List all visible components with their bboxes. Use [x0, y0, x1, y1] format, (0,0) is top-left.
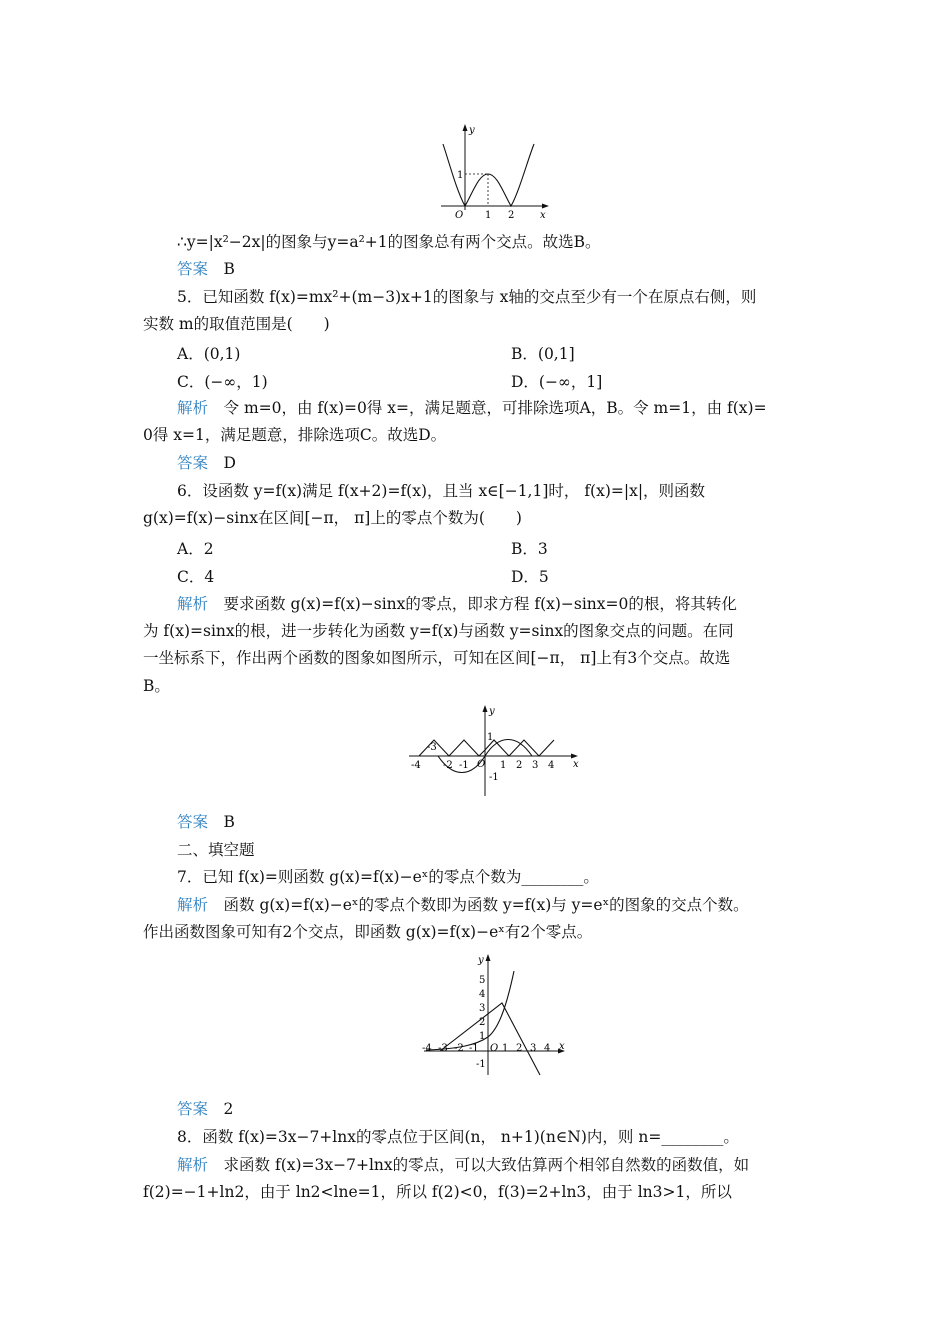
- q7-analysis: [177, 895, 842, 915]
- q5-option-a: A．(0,1): [177, 345, 241, 363]
- q8-analysis: [177, 1155, 842, 1175]
- fig3-label: 5: [479, 975, 486, 986]
- q5-stem: 实数 m的取值范围是( ): [143, 315, 330, 333]
- analysis-tag: 解析: [177, 595, 209, 613]
- q5-stem: 5．已知函数 f(x)=mx²+(m−3)x+1的图象与 x轴的交点至少有一个在原点右侧，则: [177, 288, 757, 306]
- q6-analysis-cont: 为 f(x)=sinx的根，进一步转化为函数 y=f(x)与函数 y=sinx的图象交点的问题。在同: [143, 622, 734, 640]
- analysis-text: 求函数 f(x)=3x−7+lnx的零点，可以大致估算两个相邻自然数的函数值，如: [223, 1156, 750, 1174]
- fig2-label: -1: [459, 760, 469, 771]
- analysis-tag: 解析: [177, 1156, 209, 1174]
- fig2-label: y: [489, 706, 495, 717]
- q5-analysis-cont: 0得 x=1，满足题意，排除选项C。故选D。: [143, 426, 447, 444]
- conclusion-text: ∴y=|x²−2x|的图象与y=a²+1的图象总有两个交点。故选B。: [177, 233, 601, 251]
- fig2-label: 3: [532, 760, 539, 771]
- fig3-label: O: [490, 1043, 499, 1054]
- fig2-label: 2: [516, 760, 523, 771]
- q5-option-c: C．(−∞，1): [177, 373, 268, 391]
- fig2-label: 1: [487, 732, 494, 743]
- fig2-label: -2: [443, 760, 453, 771]
- analysis-text: 令 m=0，由 f(x)=0得 x=，满足题意，可排除选项A，B。令 m=1，由 f(x)=: [223, 399, 767, 417]
- q5-option-d: D．(−∞，1]: [511, 373, 603, 391]
- fig3-label: -2: [454, 1043, 464, 1054]
- q6-answer-row: [177, 812, 842, 832]
- analysis-text: 要求函数 g(x)=f(x)−sinx的零点，即求方程 f(x)−sinx=0的根，将其转化: [223, 595, 737, 613]
- q6-stem: g(x)=f(x)−sinx在区间[−π， π]上的零点个数为( ): [143, 509, 522, 527]
- fig2-label: x: [573, 759, 579, 770]
- answer-tag: 答案: [177, 1100, 209, 1118]
- q6-analysis-cont: 一坐标系下，作出两个函数的图象如图所示，可知在区间[−π， π]上有3个交点。故选: [143, 649, 731, 667]
- analysis-tag: 解析: [177, 399, 209, 417]
- fig3-label: -4: [422, 1043, 432, 1054]
- fig2-label: 4: [548, 760, 555, 771]
- q6-option-b: B．3: [511, 540, 548, 558]
- q6-analysis-cont: B。: [143, 677, 170, 695]
- fig3-label: -3: [438, 1043, 448, 1054]
- answer-value: B: [223, 813, 235, 831]
- fig2-label: -1: [489, 772, 499, 783]
- fig2-label: -3: [427, 742, 437, 753]
- fig3-label: 1: [479, 1031, 486, 1042]
- fig1-label: x: [540, 210, 546, 221]
- q6-option-d: D．5: [511, 568, 549, 586]
- section-heading: 二、填空题: [177, 841, 255, 859]
- fig1-label: 1: [457, 170, 464, 181]
- q8-analysis-cont: f(2)=−1+ln2，由于 ln2<lne=1，所以 f(2)<0，f(3)=2+ln3，由于 ln3>1，所以: [143, 1183, 732, 1201]
- fig1-label: 1: [485, 210, 492, 221]
- q7-analysis-cont: 作出函数图象可知有2个交点，即函数 g(x)=f(x)−eˣ有2个零点。: [143, 923, 593, 941]
- q6-option-c: C．4: [177, 568, 215, 586]
- figure-exp-piecewise: [418, 953, 568, 1079]
- fig3-label: 4: [479, 989, 486, 1000]
- fig3-label: 2: [516, 1043, 523, 1054]
- answer-value: B: [223, 260, 235, 278]
- q8-stem: 8．函数 f(x)=3x−7+lnx的零点位于区间(n， n+1)(n∈N)内，则 n=________。: [177, 1128, 739, 1146]
- q6-stem: 6．设函数 y=f(x)满足 f(x+2)=f(x)，且当 x∈[−1,1]时， f(x)=|x|，则函数: [177, 482, 706, 500]
- fig3-label: 1: [502, 1043, 509, 1054]
- fig3-label: x: [559, 1041, 565, 1052]
- fig2-label: -4: [411, 760, 421, 771]
- answer-value: D: [223, 454, 236, 472]
- fig3-label: 4: [544, 1043, 551, 1054]
- fig1-label: O: [455, 210, 464, 221]
- answer-tag: 答案: [177, 454, 209, 472]
- figure-abs-parabola: [425, 122, 555, 222]
- fig2-label: O: [477, 759, 486, 770]
- q6-analysis: [177, 594, 842, 614]
- analysis-tag: 解析: [177, 896, 209, 914]
- fig1-label: y: [469, 125, 475, 136]
- answer-row: [177, 259, 842, 279]
- q6-option-a: A．2: [177, 540, 214, 558]
- q5-option-b: B．(0,1]: [511, 345, 575, 363]
- answer-tag: 答案: [177, 813, 209, 831]
- fig3-label: 2: [479, 1017, 486, 1028]
- answer-value: 2: [223, 1100, 234, 1118]
- fig3-label: -1: [476, 1059, 486, 1070]
- fig3-label: 3: [479, 1003, 486, 1014]
- q7-stem: 7．已知 f(x)=则函数 g(x)=f(x)−eˣ的零点个数为________。: [177, 868, 599, 886]
- analysis-text: 函数 g(x)=f(x)−eˣ的零点个数即为函数 y=f(x)与 y=eˣ的图象的交点个数。: [223, 896, 749, 914]
- q5-analysis: [177, 398, 842, 418]
- answer-tag: 答案: [177, 260, 209, 278]
- fig2-label: 1: [500, 760, 507, 771]
- q5-answer-row: [177, 453, 842, 473]
- fig1-label: 2: [508, 210, 515, 221]
- fig3-label: y: [478, 955, 484, 966]
- fig3-label: 3: [530, 1043, 537, 1054]
- q7-answer-row: [177, 1099, 842, 1119]
- fig3-label: -1: [469, 1043, 479, 1054]
- figure-sin-periodic: [403, 704, 583, 800]
